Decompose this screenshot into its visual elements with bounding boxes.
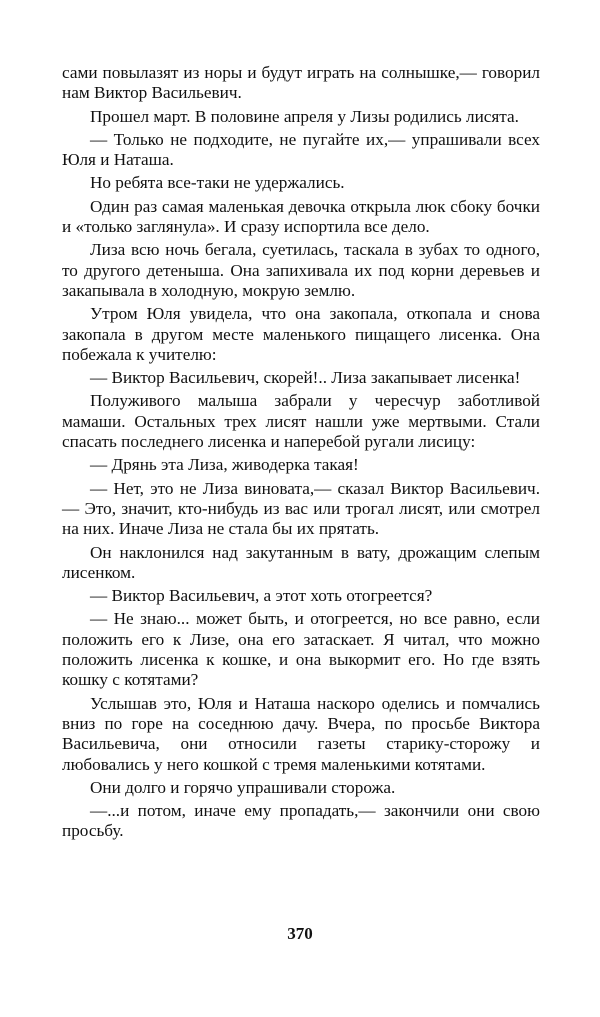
paragraph: — Дрянь эта Лиза, живодерка такая! <box>90 455 359 475</box>
paragraph: сами повылазят из норы и будут играть на солнышке,— говорил нам Виктор Васильевич. <box>62 63 540 103</box>
paragraph: — Виктор Васильевич, а этот хоть отогреется? <box>90 586 433 606</box>
paragraph: Полуживого малыша забрали у чересчур заботливой мамаши. Остальных трех лисят нашли уже мертвыми. Стали спасать последнего лисенка и наперебой ругали лисицу: <box>62 391 540 452</box>
paragraph: Прошел март. В половине апреля у Лизы родились лисята. <box>90 106 519 126</box>
paragraph: Один раз самая маленькая девочка открыла люк сбоку бочки и «только заглянула». И сразу испортила все дело. <box>62 196 540 237</box>
paragraph: — Только не подходите, не пугайте их,— упрашивали всех Юля и Наташа. <box>62 129 540 170</box>
paragraph: — Нет, это не Лиза виновата,— сказал Виктор Васильевич.— Это, значит, кто-нибудь из вас или трогал лисят, или смотрел на них. Иначе Лиза не стала бы их прятать. <box>62 478 540 539</box>
paragraph: Они долго и горячо упрашивали сторожа. <box>90 777 396 797</box>
paragraph: — Не знаю... может быть, и отогреется, но все равно, если положить его к Лизе, она его затаскает. Я читал, что можно положить лисенка к кошке, и она выкормит его. Но где взять кошку с котятами? <box>62 609 540 690</box>
paragraph: Но ребята все-таки не удержались. <box>90 173 345 193</box>
paragraph: — Виктор Васильевич, скорей!.. Лиза закапывает лисенка! <box>90 368 521 388</box>
paragraph: Он наклонился над закутанным в вату, дрожащим слепым лисенком. <box>62 542 540 582</box>
page-text <box>62 63 540 845</box>
paragraph: Утром Юля увидела, что она закопала, откопала и снова закопала в другом месте маленького пищащего лисенка. Она побежала к учителю: <box>62 304 540 364</box>
page-number: 370 <box>287 924 313 943</box>
paragraph: Лиза всю ночь бегала, суетилась, таскала в зубах то одного, то другого детеныша. Она запихивала их под корни деревьев и закапывала в холодную, мокрую землю. <box>62 240 540 300</box>
paragraph: Услышав это, Юля и Наташа наскоро оделись и помчались вниз по горе на соседнюю дачу. Вчера, по просьбе Виктора Васильевича, они относили газеты старику-сторожу и любовались у него кошкой с тремя маленькими котятами. <box>62 693 540 774</box>
paragraph: —...и потом, иначе ему пропадать,— закончили они свою просьбу. <box>62 801 540 841</box>
